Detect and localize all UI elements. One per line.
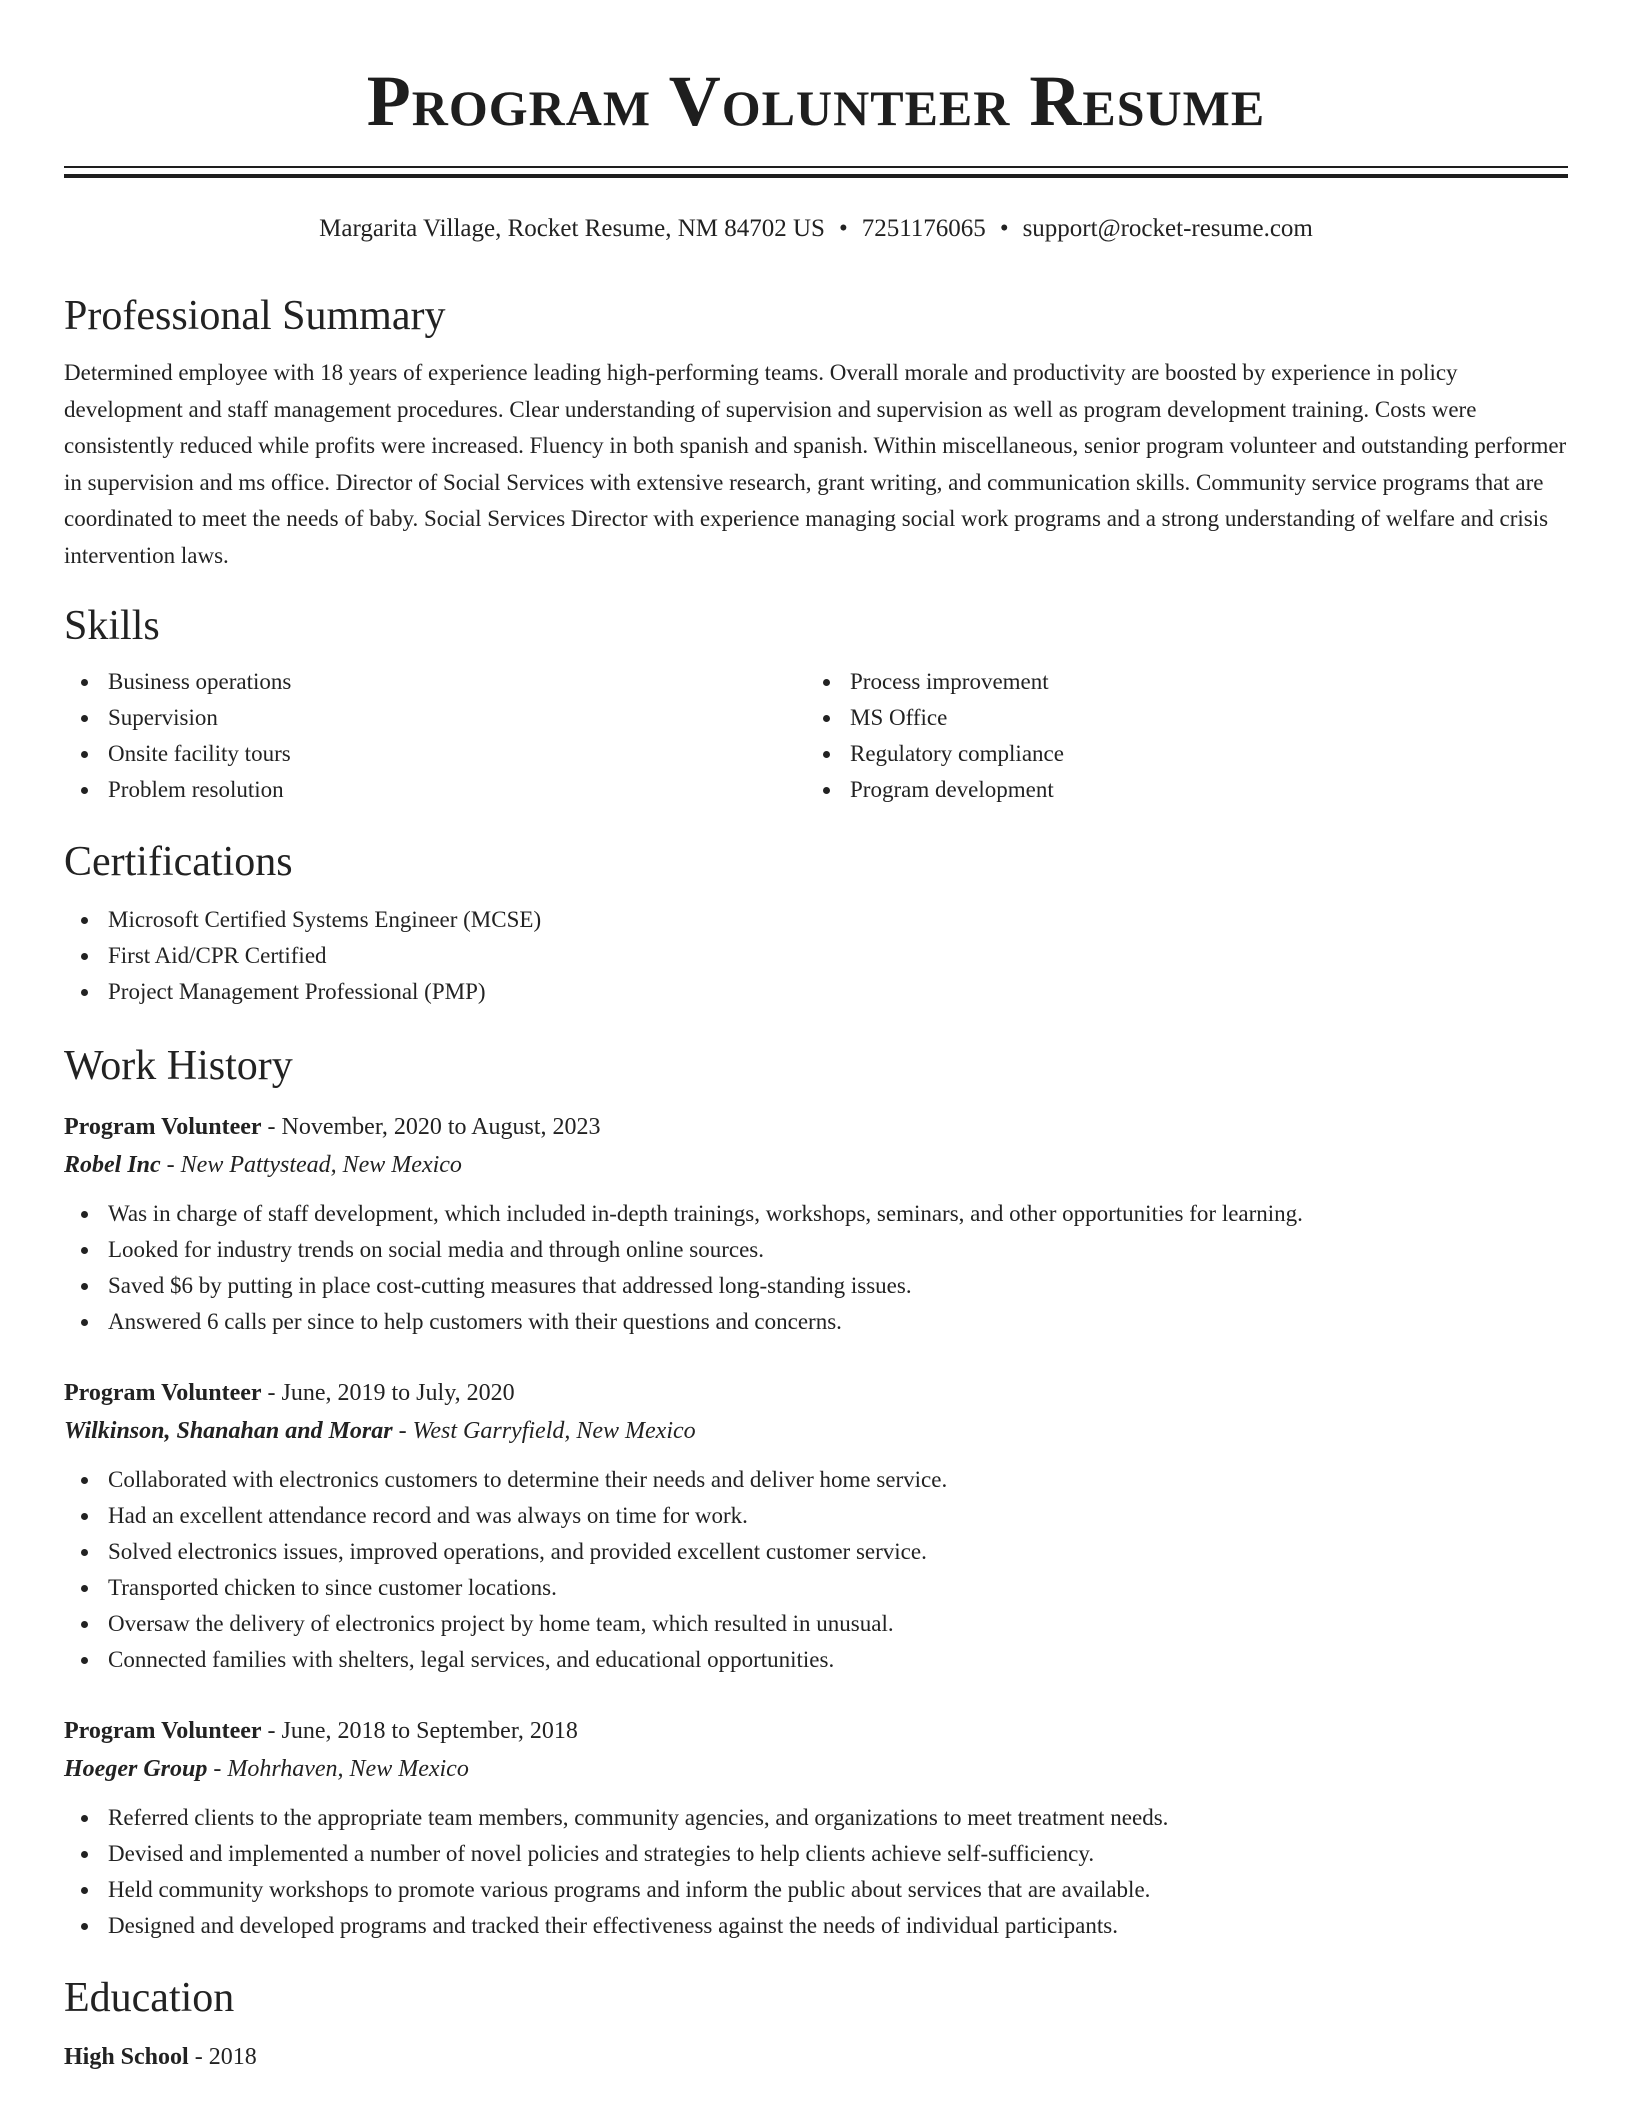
contact-line [64,212,1568,246]
header-divider-thick [64,174,1568,178]
job-dates: - November, 2020 to August, 2023 [261,1114,601,1140]
job-bullet: Had an excellent attendance record and was always on time for work. [64,1498,1568,1534]
education-section [64,1972,1568,2076]
job-bullet: Saved $6 by putting in place cost-cutting measures that addressed long-standing issues. [64,1268,1568,1304]
certification-item: Project Management Professional (PMP) [64,974,1568,1010]
job-title-line [64,1374,1568,1412]
job-entry [64,1374,1568,1678]
job-bullet: Answered 6 calls per since to help customers with their questions and concerns. [64,1304,1568,1340]
job-bullet: Designed and developed programs and tracked their effectiveness against the needs of individual participants. [64,1908,1568,1944]
contact-address: Margarita Village, Rocket Resume, NM 84702 US [319,215,825,242]
education-degree: High School [64,2044,189,2070]
job-bullet: Oversaw the delivery of electronics project by home team, which resulted in unusual. [64,1606,1568,1642]
skills-grid [64,664,1568,808]
job-company: Wilkinson, Shanahan and Morar [64,1418,393,1444]
job-bullet: Held community workshops to promote various programs and inform the public about services that are available. [64,1872,1568,1908]
skill-item: Onsite facility tours [64,736,806,772]
job-dates: - June, 2018 to September, 2018 [261,1718,578,1744]
job-bullets [64,1462,1568,1678]
skill-item: Problem resolution [64,772,806,808]
skill-item: MS Office [806,700,1548,736]
job-bullet: Transported chicken to since customer locations. [64,1570,1568,1606]
job-bullet: Collaborated with electronics customers to determine their needs and deliver home service. [64,1462,1568,1498]
job-bullet: Solved electronics issues, improved operations, and provided excellent customer service. [64,1534,1568,1570]
skill-item: Program development [806,772,1548,808]
skills-left-column [64,664,806,808]
skill-item: Regulatory compliance [806,736,1548,772]
certification-item: Microsoft Certified Systems Engineer (MCSE) [64,902,1568,938]
skill-item: Process improvement [806,664,1548,700]
job-company: Robel Inc [64,1152,161,1178]
job-entry [64,1108,1568,1340]
job-dates: - June, 2019 to July, 2020 [261,1380,515,1406]
job-company-line [64,1412,1568,1450]
job-title: Program Volunteer [64,1114,262,1140]
contact-email: support@rocket-resume.com [1022,215,1313,242]
education-year: - 2018 [188,2044,257,2070]
job-company-line [64,1750,1568,1788]
job-bullet: Connected families with shelters, legal services, and educational opportunities. [64,1642,1568,1678]
contact-separator: • [999,215,1009,242]
skills-right-column [806,664,1548,808]
job-title-line [64,1712,1568,1750]
skills-section [64,600,1568,808]
job-location: - New Pattystead, New Mexico [160,1152,462,1178]
education-entry [64,2038,1568,2076]
header-divider-thin [64,166,1568,168]
job-bullet: Devised and implemented a number of novel policies and strategies to help clients achieve self-sufficiency. [64,1836,1568,1872]
job-title: Program Volunteer [64,1380,262,1406]
job-title-line [64,1108,1568,1146]
certifications-section [64,836,1568,1010]
certifications-list [64,902,1568,1010]
job-bullets [64,1800,1568,1944]
work-history-heading: Work History [64,1043,293,1089]
job-entry [64,1712,1568,1944]
resume-title: Program Volunteer Resume [366,61,1266,141]
certifications-heading: Certifications [64,839,293,885]
job-bullet: Was in charge of staff development, which included in-depth trainings, workshops, seminars, and other opportunities for learning. [64,1196,1568,1232]
skill-item: Supervision [64,700,806,736]
job-location: - West Garryfield, New Mexico [392,1418,696,1444]
certification-item: First Aid/CPR Certified [64,938,1568,974]
contact-separator: • [838,215,848,242]
job-bullet: Referred clients to the appropriate team members, community agencies, and organizations to meet treatment needs. [64,1800,1568,1836]
summary-heading: Professional Summary [64,293,446,339]
resume-page [64,0,1568,2076]
skill-item: Business operations [64,664,806,700]
summary-text: Determined employee with 18 years of experience leading high-performing teams. Overall morale and productivity are boosted by experience in policy development and staff management procedures. Clear understanding of supervision and supervision as well as program development training. Costs were consistently reduced while profits were increased. Fluency in both spanish and spanish. Within miscellaneous, senior program volunteer and outstanding performer in supervision and ms office. Director of Social Services with extensive research, grant writing, and communication skills. Community service programs that are coordinated to meet the needs of baby. Social Services Director with experience managing social work programs and a strong understanding of welfare and crisis intervention laws. [64,360,1567,568]
job-location: - Mohrhaven, New Mexico [207,1756,469,1782]
job-company-line [64,1146,1568,1184]
job-company: Hoeger Group [64,1756,208,1782]
education-heading: Education [64,1975,235,2021]
job-bullet: Looked for industry trends on social media and through online sources. [64,1232,1568,1268]
job-title: Program Volunteer [64,1718,262,1744]
job-bullets [64,1196,1568,1340]
skills-heading: Skills [64,603,160,649]
work-history-section [64,1040,1568,1944]
summary-section [64,290,1568,574]
contact-phone: 7251176065 [861,215,986,242]
